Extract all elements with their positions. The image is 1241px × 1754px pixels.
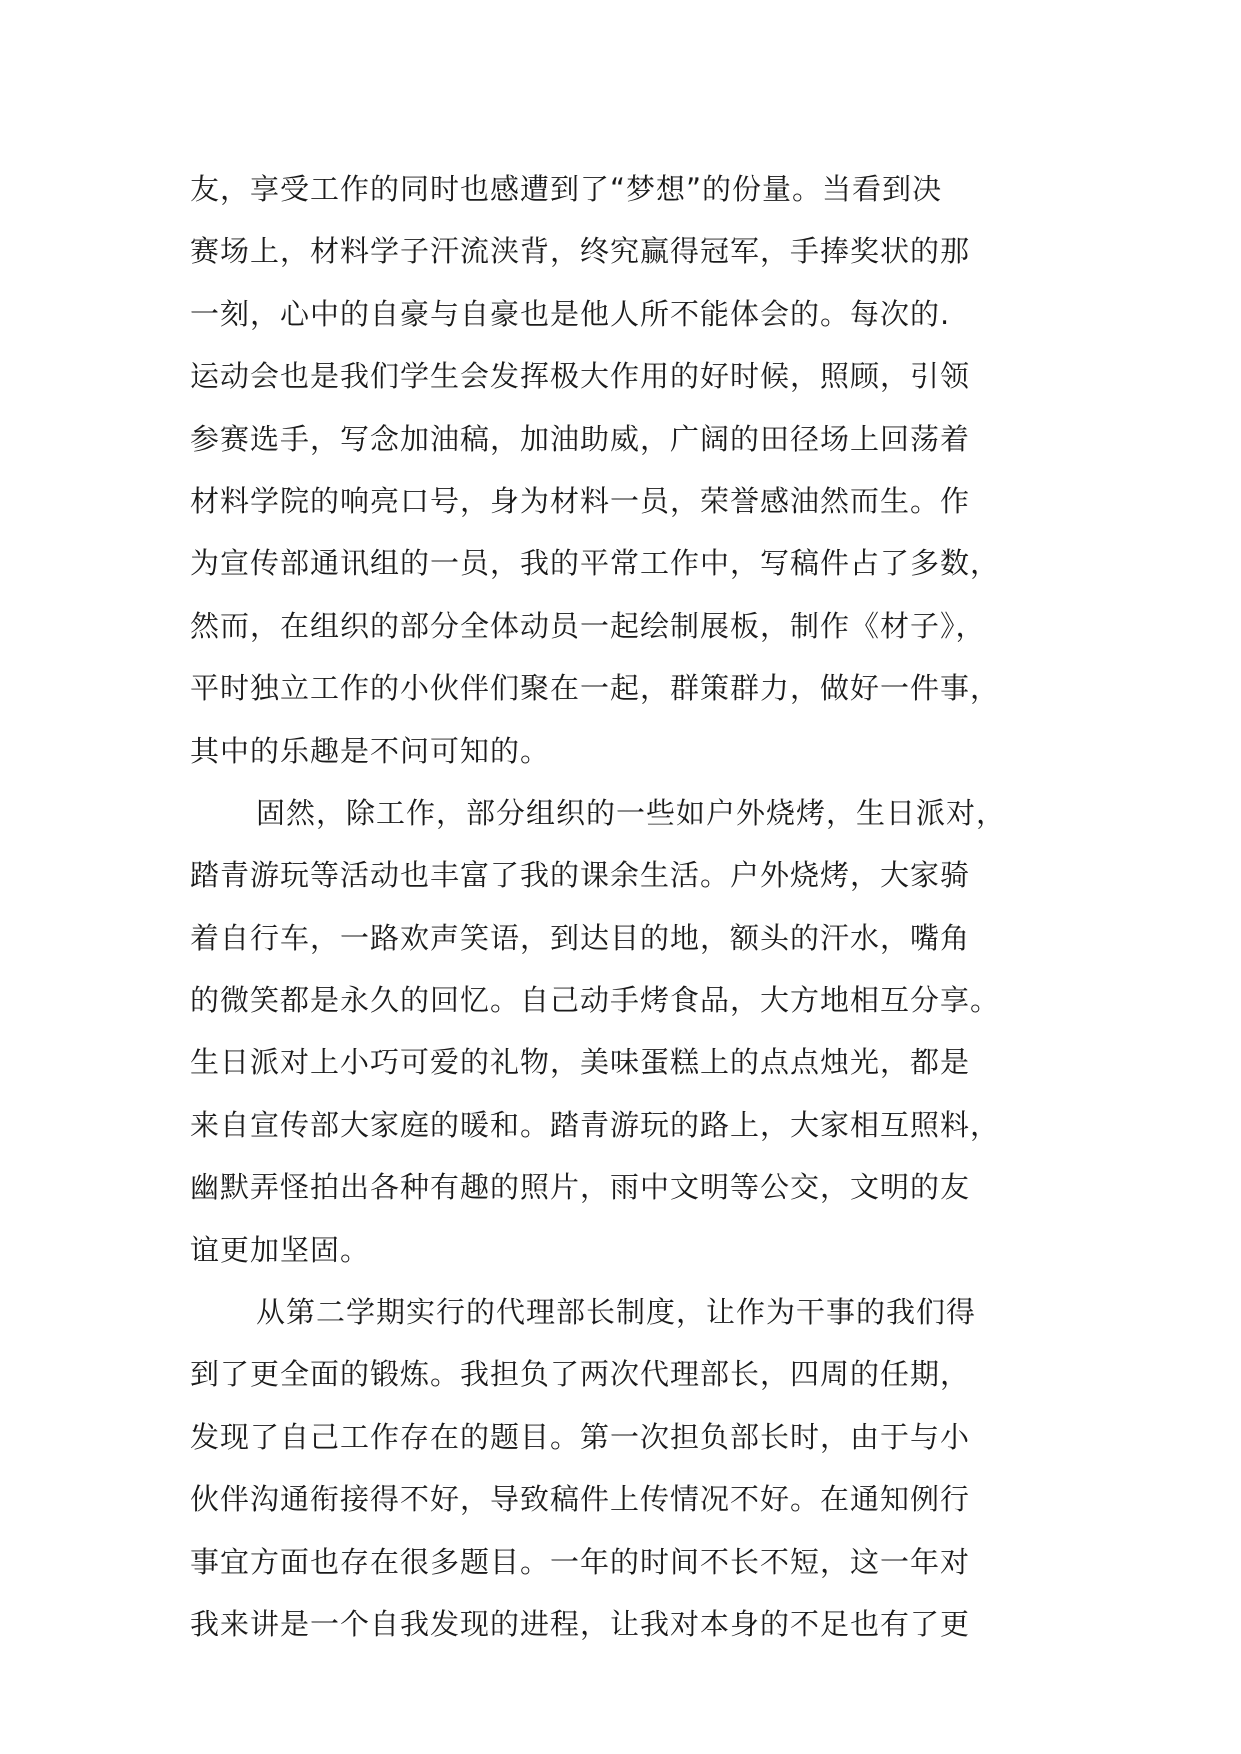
text-line: 发现了自己工作存在的题目。第一次担负部长时，由于与小 — [190, 1419, 971, 1454]
text-line: 踏青游玩等活动也丰富了我的课余生活。户外烧烤，大家骑 — [190, 858, 971, 893]
text-line: 平时独立工作的小伙伴们聚在一起，群策群力，做好一件事， — [190, 671, 1001, 706]
text-line: 事宜方面也存在很多题目。一年的时间不长不短，这一年对 — [190, 1544, 971, 1579]
paragraph-first-line: 从第二学期实行的代理部长制度，让作为干事的我们得 — [256, 1295, 977, 1330]
text-line: 我来讲是一个自我发现的进程，让我对本身的不足也有了更 — [190, 1606, 971, 1641]
text-line: 着自行车，一路欢声笑语，到达目的地，额头的汗水，嘴角 — [190, 920, 971, 955]
text-line: 然而，在组织的部分全体动员一起绘制展板，制作《材子》， — [190, 608, 986, 643]
text-line: 谊更加坚固。 — [190, 1232, 371, 1267]
text-line: 为宣传部通讯组的一员，我的平常工作中，写稿件占了多数， — [190, 546, 1001, 581]
paragraph-first-line: 固然，除工作，部分组织的一些如户外烧烤，生日派对， — [256, 795, 1007, 830]
text-line: 材料学院的响亮口号，身为材料一员，荣誉感油然而生。作 — [190, 483, 971, 518]
text-line: 一刻，心中的自豪与自豪也是他人所不能体会的。每次的. — [190, 296, 951, 331]
text-line: 其中的乐趣是不问可知的。 — [190, 733, 551, 768]
text-line: 参赛选手，写念加油稿，加油助威，广阔的田径场上回荡着 — [190, 421, 971, 456]
text-line: 伙伴沟通衔接得不好，导致稿件上传情况不好。在通知例行 — [190, 1482, 971, 1517]
text-line: 生日派对上小巧可爱的礼物，美味蛋糕上的点点烛光，都是 — [190, 1045, 971, 1080]
text-line: 来自宣传部大家庭的暖和。踏青游玩的路上，大家相互照料， — [190, 1107, 1001, 1142]
text-line: 赛场上，材料学子汗流浃背，终究赢得冠军，手捧奖状的那 — [190, 234, 971, 269]
body-text — [190, 158, 1052, 1655]
text-line: 到了更全面的锻炼。我担负了两次代理部长，四周的任期， — [190, 1357, 971, 1392]
text-line: 运动会也是我们学生会发挥极大作用的好时候，照顾，引领 — [190, 359, 971, 394]
text-line: 的微笑都是永久的回忆。自己动手烤食品，大方地相互分享。 — [190, 983, 1001, 1018]
text-line: 幽默弄怪拍出各种有趣的照片，雨中文明等公交，文明的友 — [190, 1170, 971, 1205]
text-line: 友，享受工作的同时也感遭到了“梦想”的份量。当看到决 — [190, 172, 943, 206]
